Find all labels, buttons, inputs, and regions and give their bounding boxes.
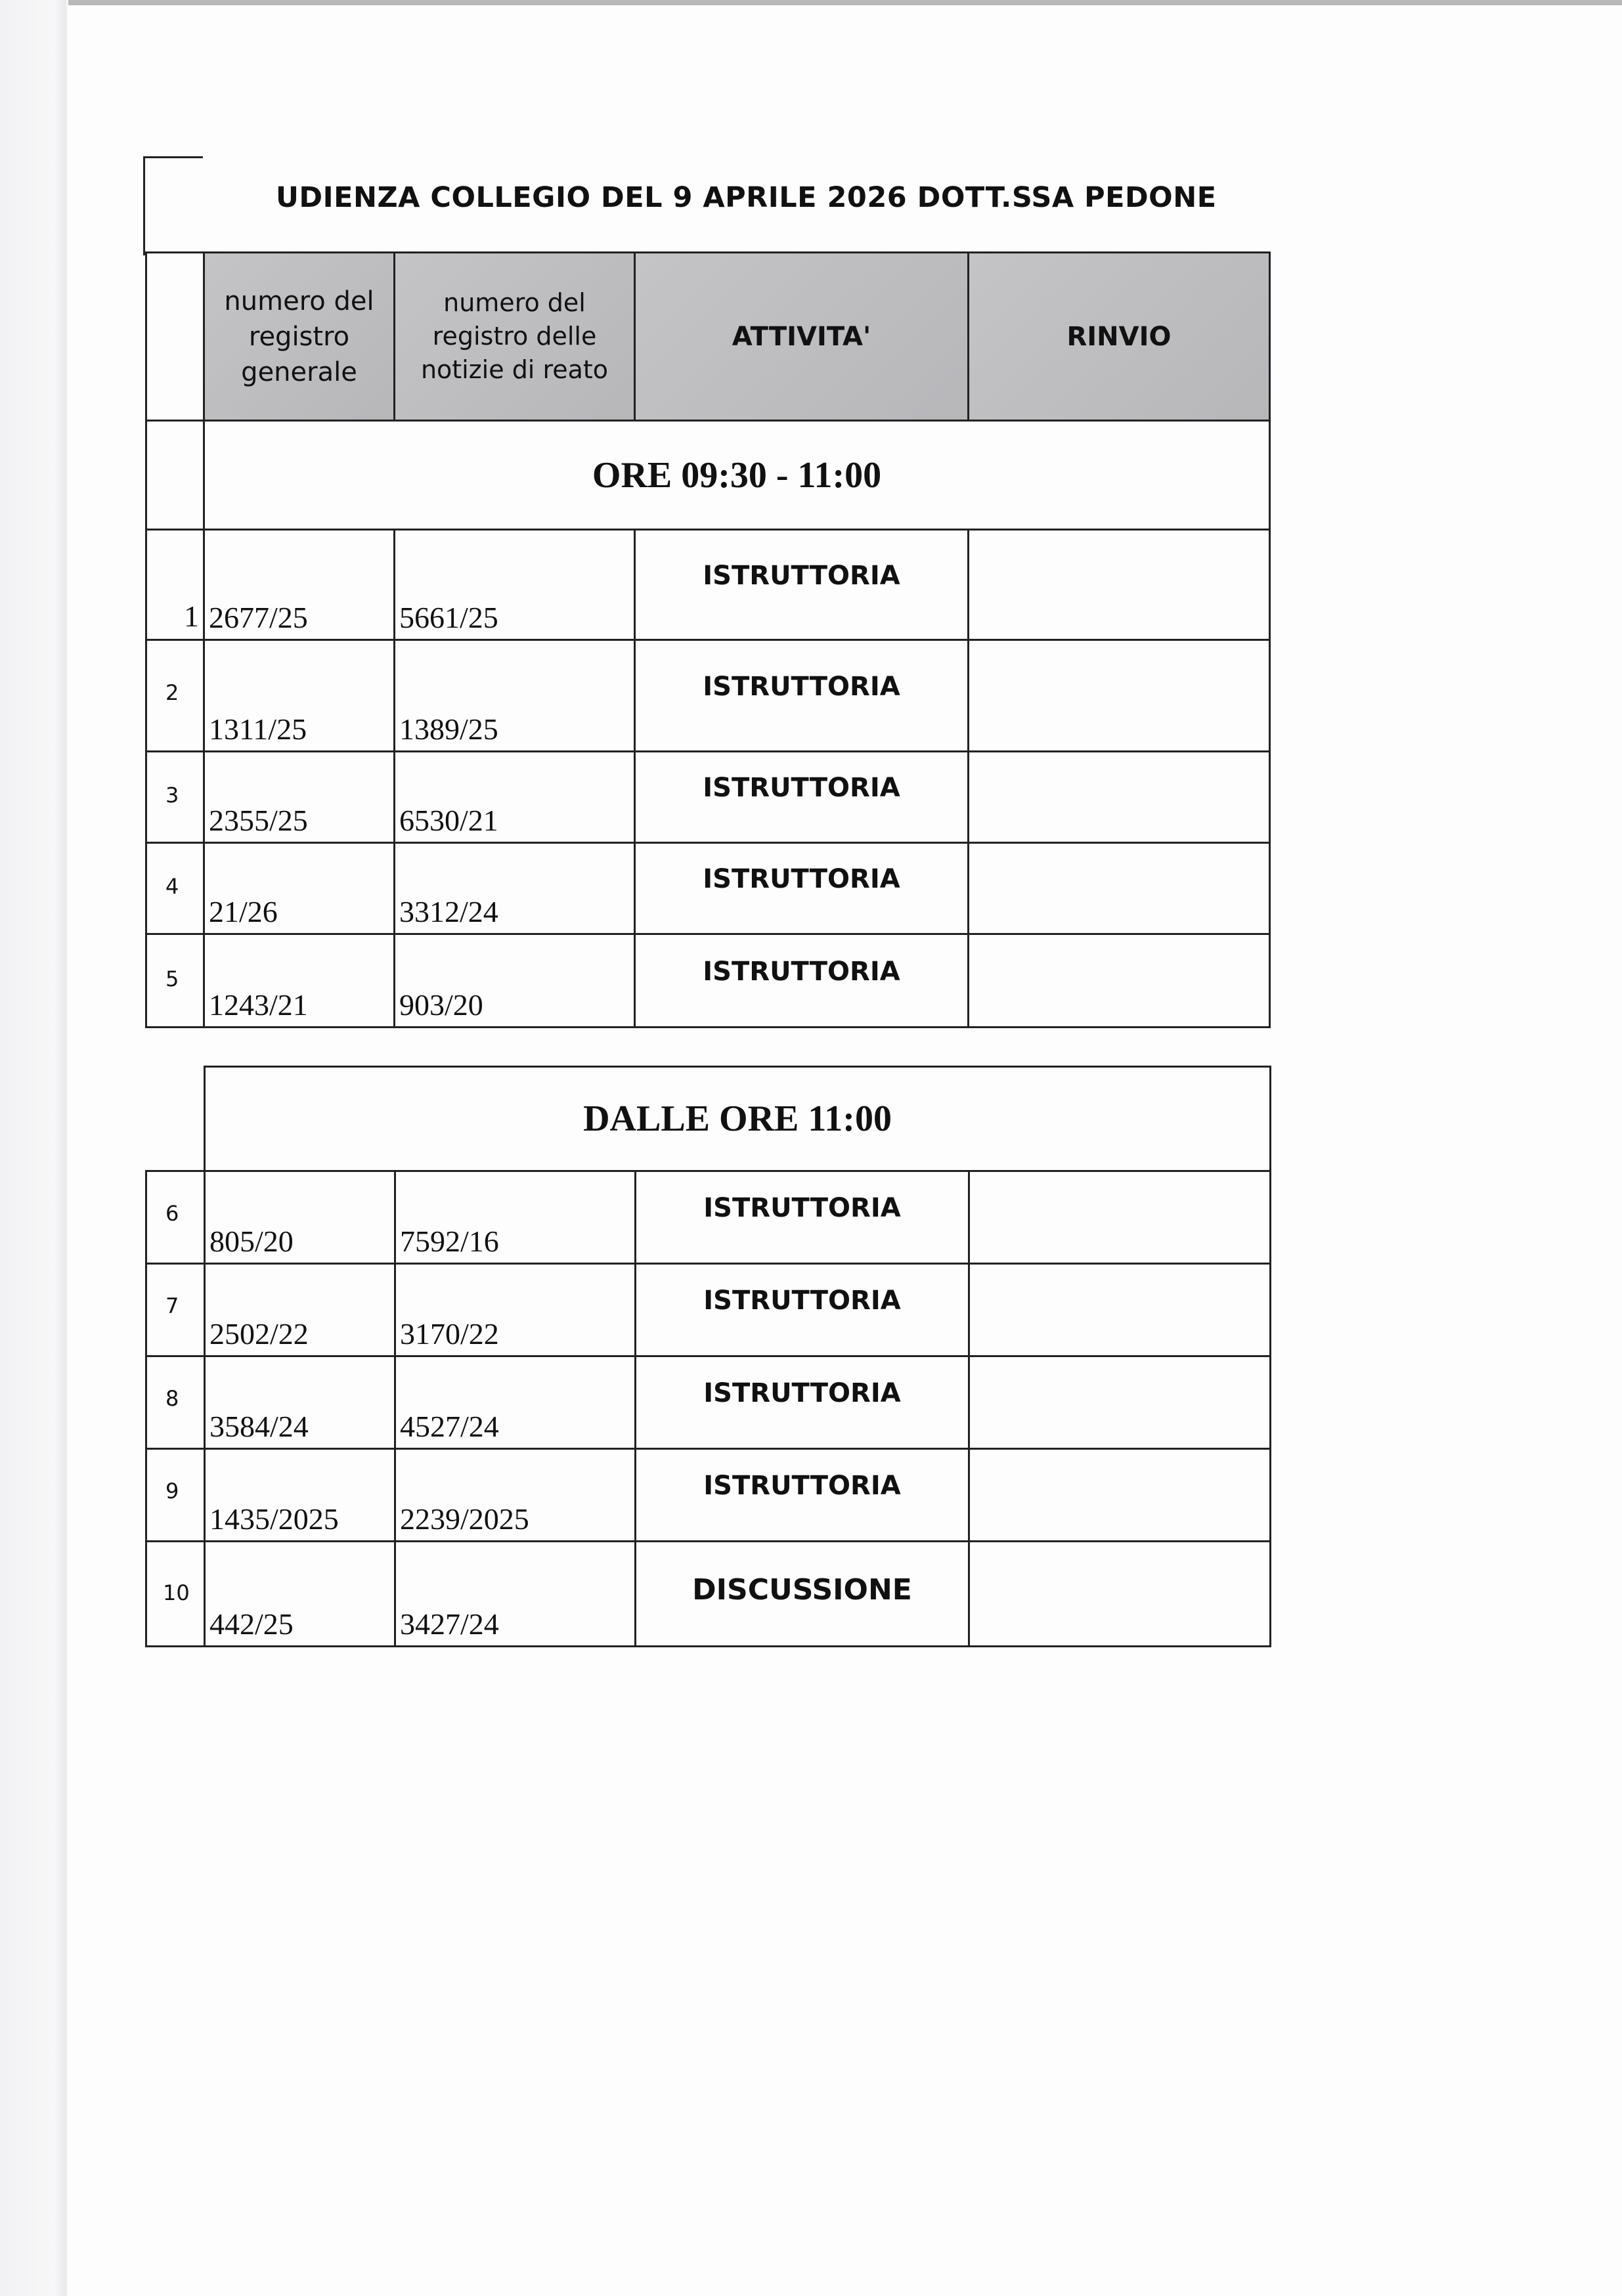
registro-generale-value: 1435/2025 [205,1449,395,1542]
header-index-cell [146,253,204,421]
table-row [146,530,1270,640]
row-number: 7 [146,1264,205,1356]
row-number: 5 [146,934,204,1028]
registro-notizie-value: 3427/24 [395,1542,636,1647]
header-attivita: ATTIVITA' [635,253,969,421]
document-title: UDIENZA COLLEGIO DEL 9 APRILE 2026 DOTT.SSA PEDONE [276,181,1217,214]
activity-value: DISCUSSIONE [636,1542,969,1647]
hearing-table-morning [145,251,1271,1028]
table-row [146,843,1270,934]
table-row [146,752,1270,843]
registro-generale-value: 21/26 [204,843,395,934]
section-index-cell [146,421,204,530]
table-row [146,1542,1271,1647]
activity-value: ISTRUTTORIA [635,640,969,752]
table-row [146,1264,1271,1356]
activity-value: ISTRUTTORIA [635,752,969,843]
section-row [146,421,1270,530]
rinvio-cell [969,640,1270,752]
registro-generale-value: 805/20 [205,1171,395,1264]
header-rinvio: RINVIO [969,253,1270,421]
header-registro-notizie-reato: numero del registro delle notizie di reato [395,253,635,421]
corner-mark [143,156,203,255]
registro-notizie-value: 7592/16 [395,1171,636,1264]
rinvio-cell [969,530,1270,640]
activity-value: ISTRUTTORIA [636,1264,969,1356]
registro-generale-value: 1243/21 [204,934,395,1028]
rinvio-cell [969,934,1270,1028]
row-number: 3 [146,752,204,843]
section-index-cell [146,1067,205,1171]
registro-notizie-value: 6530/21 [395,752,635,843]
table-row [146,1449,1271,1542]
registro-generale-value: 2502/22 [205,1264,395,1356]
section-label-afternoon: DALLE ORE 11:00 [205,1067,1271,1171]
rinvio-cell [969,1356,1271,1449]
table-row [146,934,1270,1028]
registro-generale-value: 442/25 [205,1542,395,1647]
table-row [146,1171,1271,1264]
activity-value: ISTRUTTORIA [635,934,969,1028]
registro-notizie-value: 3312/24 [395,843,635,934]
registro-generale-value: 2355/25 [204,752,395,843]
row-number: 8 [146,1356,205,1449]
activity-value: ISTRUTTORIA [636,1356,969,1449]
registro-notizie-value: 1389/25 [395,640,635,752]
section-row [146,1067,1271,1171]
table-row [146,640,1270,752]
registro-notizie-value: 5661/25 [395,530,635,640]
registro-notizie-value: 3170/22 [395,1264,636,1356]
registro-notizie-value: 2239/2025 [395,1449,636,1542]
registro-generale-value: 2677/25 [204,530,395,640]
scan-edge-top [0,0,1622,5]
row-number: 9 [146,1449,205,1542]
scan-edge-left [0,0,68,2296]
row-number: 10 [146,1542,205,1647]
table-row [146,1356,1271,1449]
registro-notizie-value: 903/20 [395,934,635,1028]
activity-value: ISTRUTTORIA [636,1171,969,1264]
header-registro-generale: numero del registro generale [204,253,395,421]
rinvio-cell [969,752,1270,843]
row-number: 6 [146,1171,205,1264]
rinvio-cell [969,843,1270,934]
rinvio-cell [969,1449,1271,1542]
rinvio-cell [969,1171,1271,1264]
hearing-table-afternoon [145,1066,1271,1647]
activity-value: ISTRUTTORIA [635,843,969,934]
header-row [146,253,1270,421]
section-label-morning: ORE 09:30 - 11:00 [204,421,1270,530]
rinvio-cell [969,1264,1271,1356]
activity-value: ISTRUTTORIA [635,530,969,640]
row-number: 4 [146,843,204,934]
row-number: 2 [146,640,204,752]
row-number: 1 [146,530,204,640]
registro-notizie-value: 4527/24 [395,1356,636,1449]
activity-value: ISTRUTTORIA [636,1449,969,1542]
registro-generale-value: 1311/25 [204,640,395,752]
registro-generale-value: 3584/24 [205,1356,395,1449]
rinvio-cell [969,1542,1271,1647]
